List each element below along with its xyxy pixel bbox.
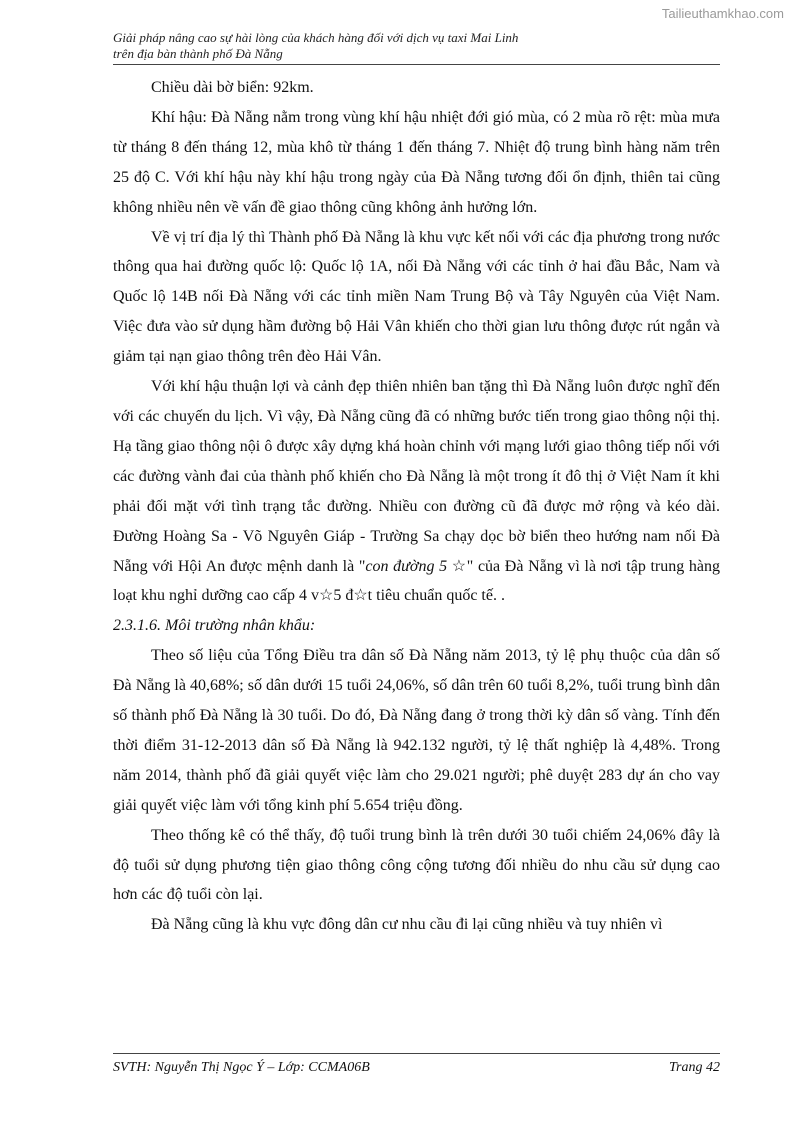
italic-phrase: con đường 5 (365, 557, 448, 575)
page-footer (113, 1053, 720, 1076)
star-icon: ☆ (318, 587, 334, 605)
header-line-1: Giải pháp nâng cao sự hài lòng của khách hàng đối với dịch vụ taxi Mai Linh (113, 30, 519, 45)
page-header (113, 30, 720, 65)
paragraph-demographics: Theo số liệu của Tổng Điều tra dân số Đà Nẵng năm 2013, tỷ lệ phụ thuộc của dân số Đà Nẵng là 40,68%; số dân dưới 15 tuổi 24,06%, số dân trên 60 tuổi 8,2%, tuổi trung bình dân số thành phố Đà Nẵng là 30 tuổi. Do đó, Đà Nẵng đang ở trong thời kỳ dân số vàng. Tính đến thời điểm 31-12-2013 dân số Đà Nẵng là 942.132 người, tỷ lệ thất nghiệp là 4,48%. Trong năm 2014, thành phố đã giải quyết việc làm cho 29.021 người; phê duyệt 283 dự án cho vay giải quyết việc làm với tổng kinh phí 5.654 triệu đồng. (113, 647, 720, 814)
document-body (113, 73, 720, 940)
paragraph-text: " của Đà Nẵng vì là nơi tập trung hàng loạt khu nghỉ dưỡng cao cấp 4 v (113, 557, 721, 605)
paragraph-geography: Về vị trí địa lý thì Thành phố Đà Nẵng là khu vực kết nối với các địa phương trong nước thông qua hai đường quốc lộ: Quốc lộ 1A, nối Đà Nẵng với các tỉnh ở hai đầu Bắc, Nam và Quốc lộ 14B nối Đà Nẵng với các tỉnh miền Nam Trung Bộ và Tây Nguyên của Việt Nam. Việc đưa vào sử dụng hầm đường bộ Hải Vân khiến cho thời gian lưu thông được rút ngắn và giảm tại nạn giao thông trên đèo Hải Vân. (113, 228, 720, 366)
paragraph-age-statistics: Theo thống kê có thể thấy, độ tuổi trung bình là trên dưới 30 tuổi chiếm 24,06% đây là độ tuổi sử dụng phương tiện giao thông công cộng tương đối nhiều do nhu cầu sử dụng cao hơn các độ tuổi còn lại. (113, 826, 720, 904)
watermark-text: Tailieuthamkhao.com (661, 6, 784, 21)
star-icon: ☆ (451, 557, 467, 575)
footer-author: SVTH: Nguyễn Thị Ngọc Ý – Lớp: CCMA06B (113, 1060, 370, 1075)
paragraph-text: t tiêu chuẩn quốc tế. . (367, 587, 505, 605)
paragraph-travel-demand: Đà Nẵng cũng là khu vực đông dân cư nhu cầu đi lại cũng nhiều và tuy nhiên vì (151, 916, 663, 934)
section-heading: 2.3.1.6. Môi trường nhân khẩu: (113, 617, 316, 635)
star-icon: ☆ (353, 587, 368, 605)
header-line-2: trên địa bàn thành phố Đà Nẵng (113, 46, 283, 61)
paragraph-coastline: Chiều dài bờ biển: 92km. (151, 79, 314, 96)
paragraph-text: Với khí hậu thuận lợi và cảnh đẹp thiên nhiên ban tặng thì Đà Nẵng luôn được nghĩ đến với các chuyến du lịch. Vì vậy, Đà Nẵng cũng đã có những bước tiến trong giao thông nội thị. Hạ tầng giao thông nội ô được xây dựng khá hoàn chỉnh với mạng lưới giao thông tiếp nối với các đường vành đai của thành phố khiến cho Đà Nẵng là một trong ít đô thị ở Việt Nam ít khi phải đối mặt với tình trạng tắc đường. Nhiều con đường cũ đã được mở rộng và kéo dài. Đường Hoàng Sa - Võ Nguyên Giáp - Trường Sa chạy dọc bờ biển theo hướng nam nối Đà Nẵng với Hội An được mệnh danh là " (113, 378, 720, 575)
paragraph-tourism-transport (113, 372, 720, 611)
paragraph-climate: Khí hậu: Đà Nẵng nằm trong vùng khí hậu nhiệt đới gió mùa, có 2 mùa rõ rệt: mùa mưa từ tháng 8 đến tháng 12, mùa khô từ tháng 1 đến tháng 7. Nhiệt độ trung bình hàng năm trên 25 độ C. Với khí hậu này khí hậu trong ngày của Đà Nẵng tương đối ổn định, thiên tai cũng không nhiều nên về vấn đề giao thông cũng không ảnh hưởng lớn. (113, 108, 720, 216)
paragraph-text: 5 đ (333, 587, 354, 605)
page-number: Trang 42 (669, 1060, 720, 1075)
